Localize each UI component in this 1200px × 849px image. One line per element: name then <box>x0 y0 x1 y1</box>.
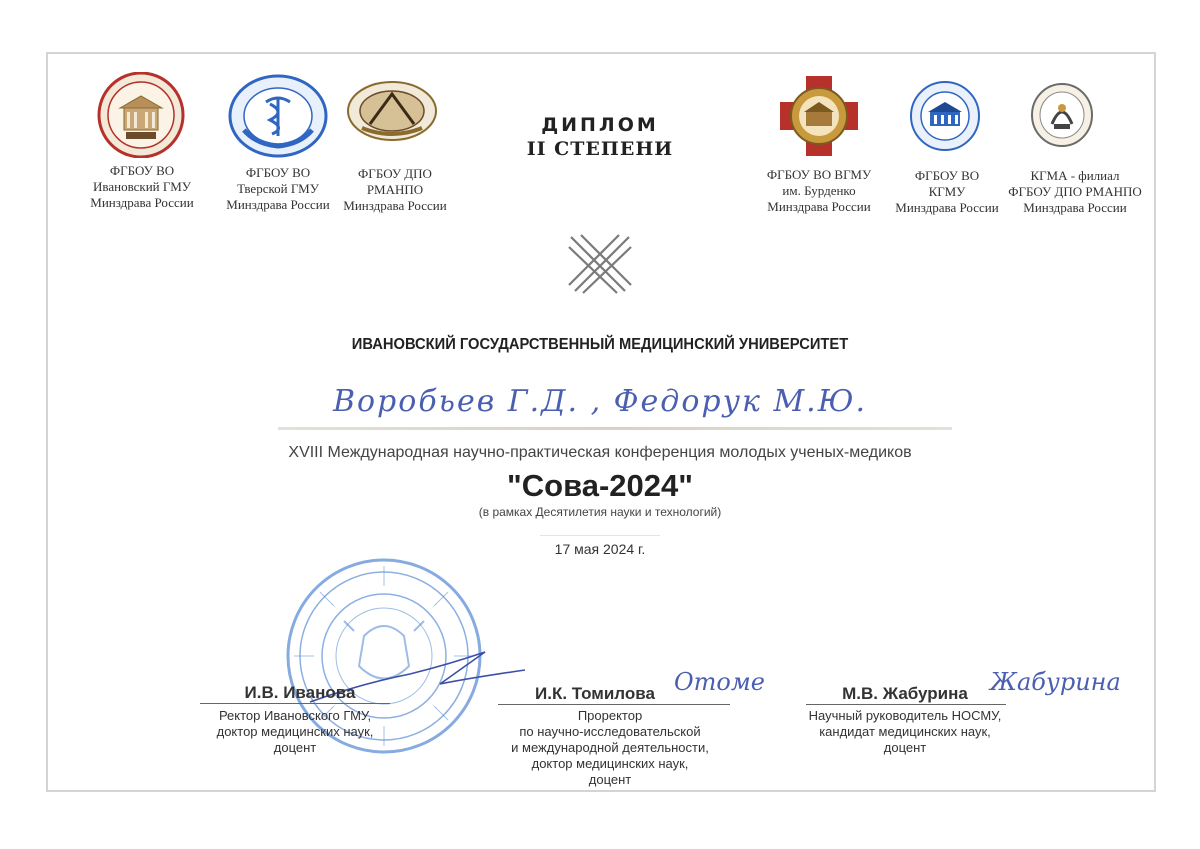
conference-title: "Сова-2024" <box>507 468 693 503</box>
signatory-role-tomilova: Проректор по научно-исследовательской и международной деятельности, доктор медицинских наук, доцент <box>511 708 709 787</box>
kgma-logo <box>1030 82 1094 148</box>
org-caption-tver: ФГБОУ ВО Тверской ГМУ Минздрава России <box>226 165 330 212</box>
university-name: ИВАНОВСКИЙ ГОСУДАРСТВЕННЫЙ МЕДИЦИНСКИЙ УНИВЕРСИТЕТ <box>351 336 849 353</box>
diploma-title: ДИПЛОМ <box>541 114 659 136</box>
date-divider <box>540 535 660 536</box>
org-caption-kgma: КГМА - филиал ФГБОУ ДПО РМАНПО Минздрава России <box>1008 168 1142 215</box>
signatory-role-zhaburina: Научный руководитель НОСМУ, кандидат медицинских наук, доцент <box>808 708 1002 755</box>
tver-gmu-logo <box>226 74 330 158</box>
tomilova-signature: Отоме <box>674 668 765 696</box>
signatory-name-ivanova: И.В. Иванова <box>244 683 356 702</box>
signature-line-zhaburina <box>806 704 1006 705</box>
rmanpo-logo <box>346 80 438 142</box>
signatory-role-ivanova: Ректор Ивановского ГМУ, доктор медицинских наук, доцент <box>216 708 374 755</box>
kgmu-logo <box>906 80 984 152</box>
vgmu-burdenko-logo <box>778 74 860 158</box>
conference-name: XVIII Международная научно-практическая конференция молодых ученых-медиков <box>288 444 912 461</box>
zhaburina-signature: Жабурина <box>990 668 1121 696</box>
ivanovo-gmu-logo <box>96 72 186 158</box>
awardees-names: Воробьев Г.Д. , Федорук М.Ю. <box>332 384 868 419</box>
conference-subtitle: (в рамках Десятилетия науки и технологий) <box>478 505 722 519</box>
cross-ornament <box>567 233 633 295</box>
org-caption-rmanpo: ФГБОУ ДПО РМАНПО Минздрава России <box>343 166 447 213</box>
org-caption-vgmu: ФГБОУ ВО ВГМУ им. Бурденко Минздрава России <box>766 167 872 214</box>
org-caption-ivanovo: ФГБОУ ВО Ивановский ГМУ Минздрава России <box>90 163 194 210</box>
signature-line-ivanova <box>200 703 390 704</box>
diploma-degree: II СТЕПЕНИ <box>526 138 674 160</box>
signature-line-tomilova <box>498 704 730 705</box>
org-caption-kgmu: ФГБОУ ВО КГМУ Минздрава России <box>895 168 999 215</box>
names-underline <box>278 427 952 430</box>
conference-date: 17 мая 2024 г. <box>554 541 646 557</box>
signatory-name-zhaburina: М.В. Жабурина <box>842 684 968 703</box>
signatory-name-tomilova: И.К. Томилова <box>535 684 655 703</box>
